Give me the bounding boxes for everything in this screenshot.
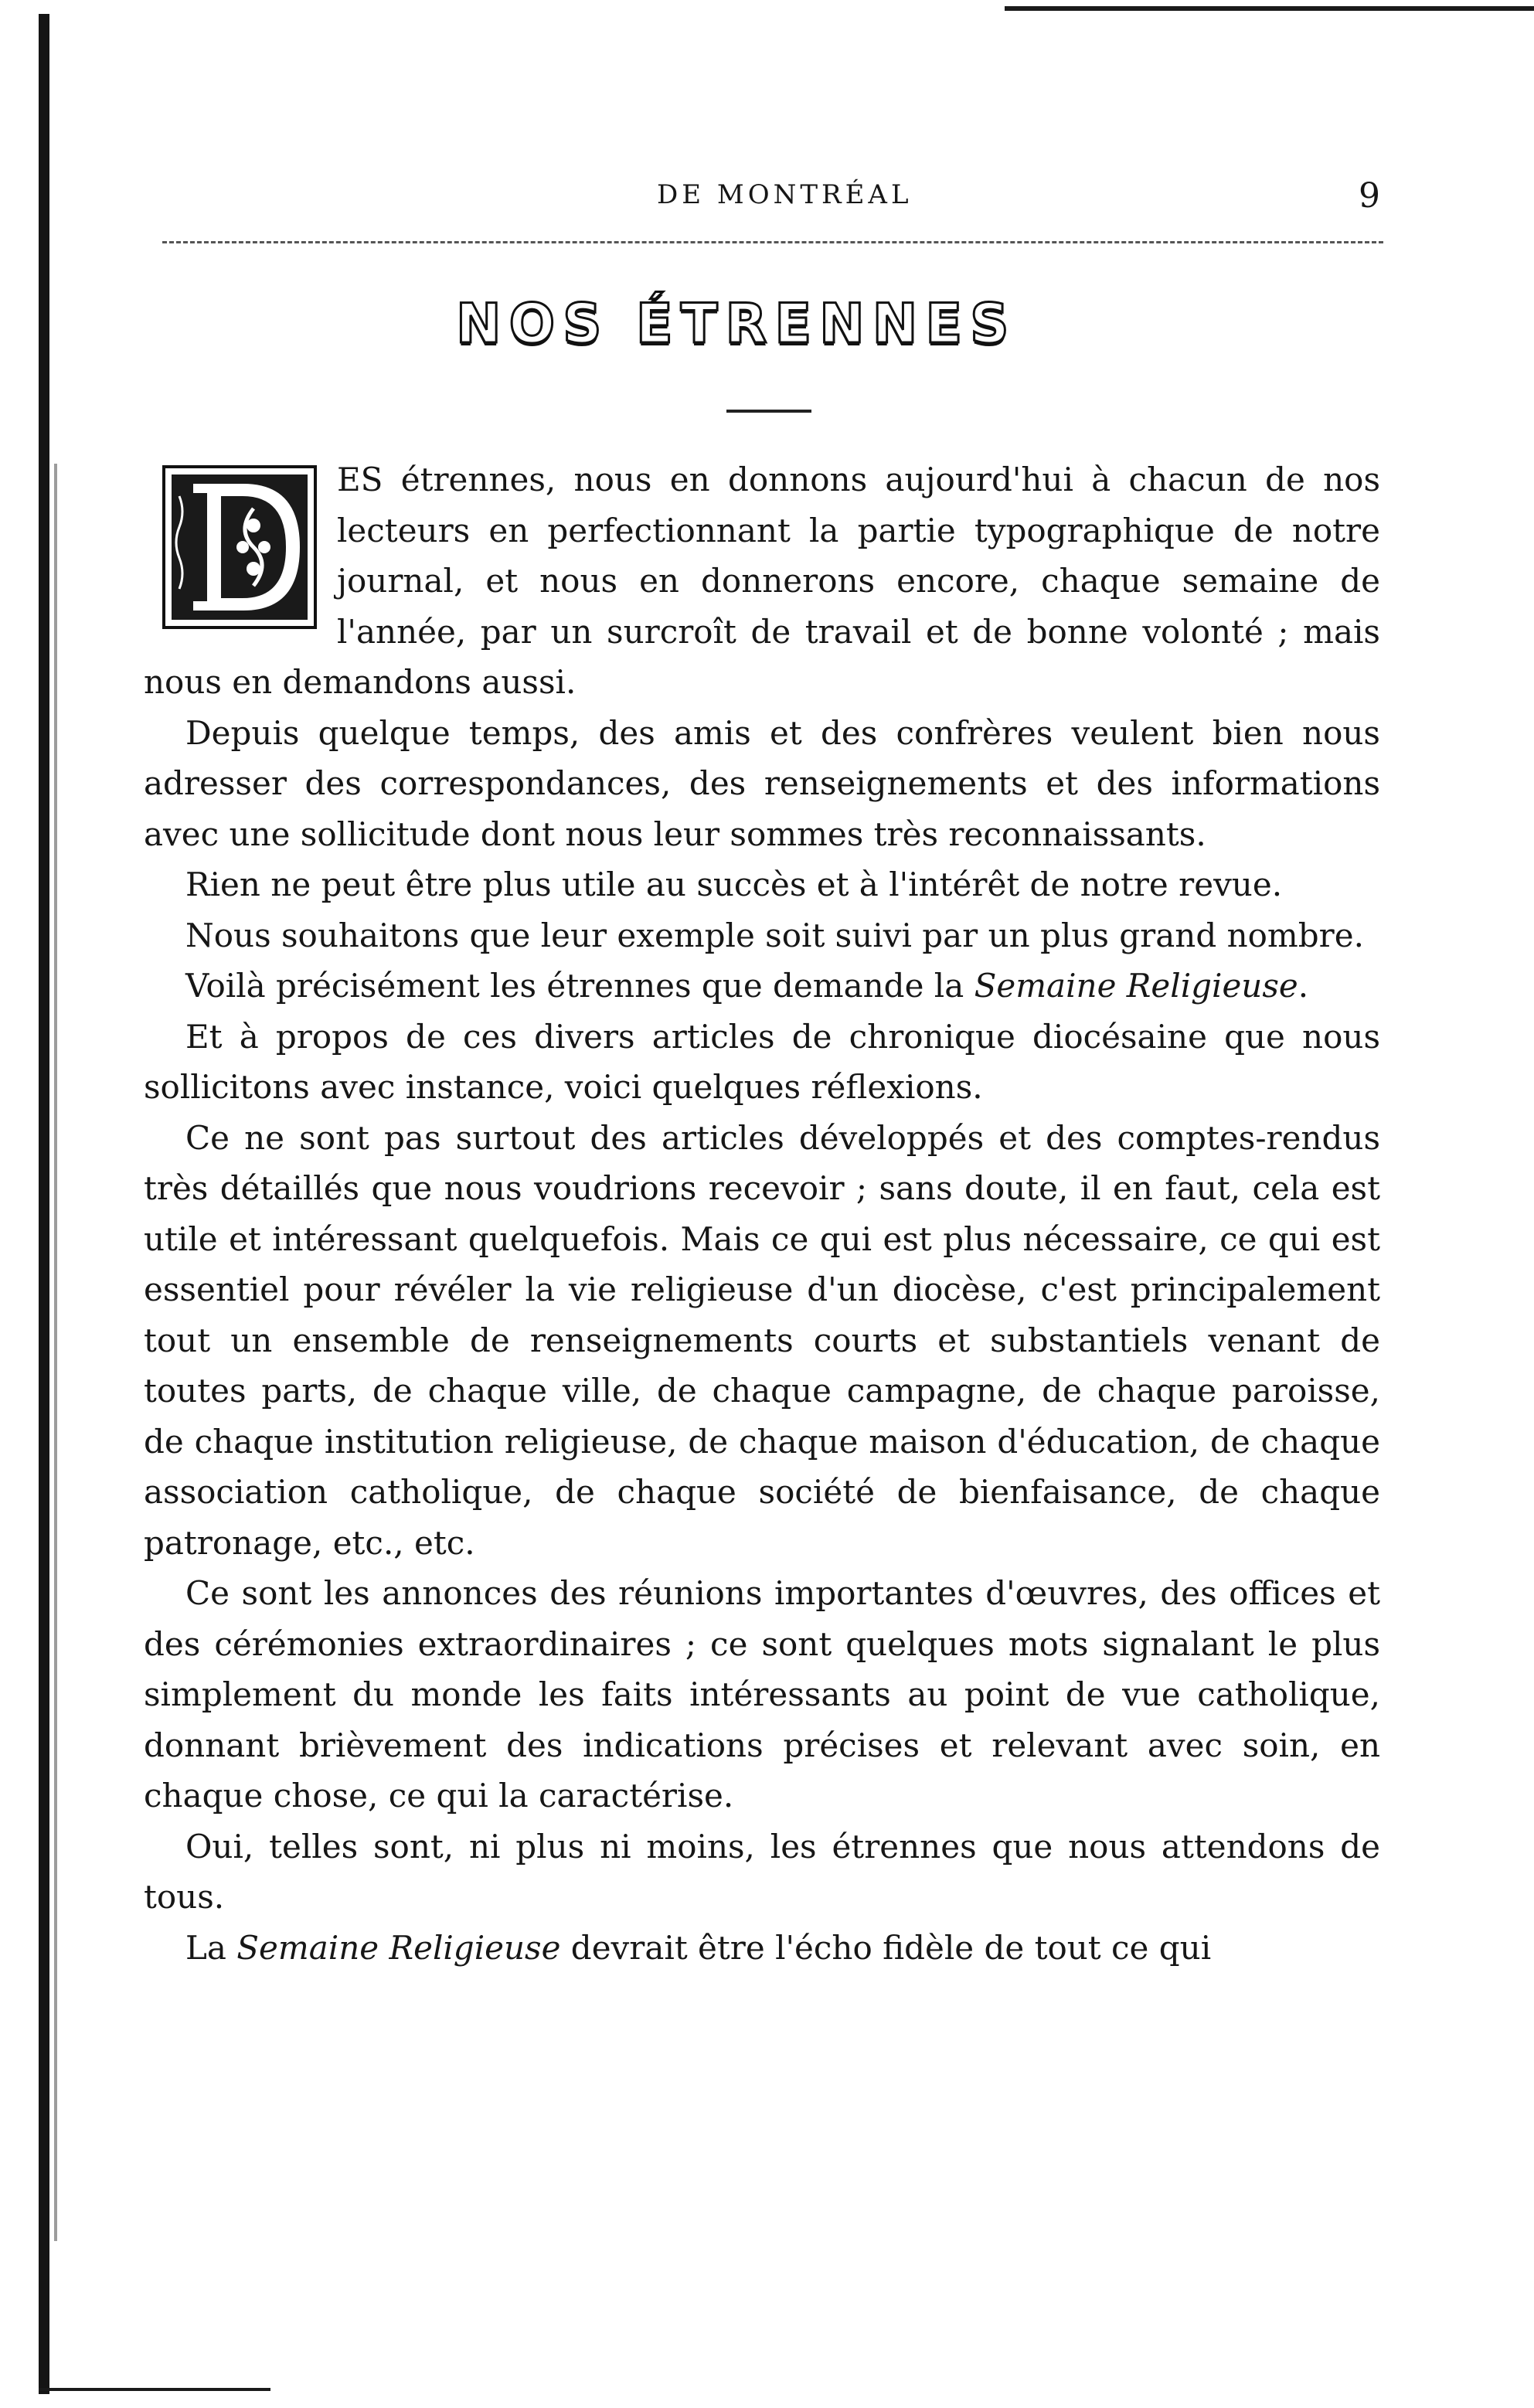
page-number: 9 — [1359, 176, 1380, 216]
drop-cap-ornament — [162, 465, 317, 629]
paragraph-5 — [144, 961, 1380, 1012]
paragraph-3: Rien ne peut être plus utile au succès et à l'intérêt de notre revue. — [185, 866, 1283, 903]
title-underline-rule — [726, 410, 811, 413]
paragraph-6: Et à propos de ces divers articles de chronique diocésaine que nous sollicitons avec instance, voici quelques réflexions. — [144, 1017, 1380, 1106]
paragraph-2: Depuis quelque temps, des amis et des confrères veulent bien nous adresser des correspondances, des renseignements et des informations avec une sollicitude dont nous leur sommes très reconnaissants. — [144, 713, 1380, 853]
paragraph-1: ES étrennes, nous en donnons aujourd'hui à chacun de nos lecteurs en perfectionnant la partie typographique de notre journal, et nous en donnerons encore, chaque semaine de l'année, par un surcroît de travail et de bonne volonté ; mais nous en demandons aussi. — [144, 461, 1380, 701]
paragraph-9: Oui, telles sont, ni plus ni moins, les étrennes que nous attendons de tous. — [144, 1827, 1380, 1916]
paragraph-4: Nous souhaitons que leur exemple soit suivi par un plus grand nombre. — [185, 916, 1364, 954]
paragraph-10-italic: Semaine Religieuse — [236, 1928, 561, 1967]
left-border-inner-rule — [54, 464, 57, 2241]
bottom-border-rule — [39, 2388, 270, 2391]
ornamental-d-icon — [162, 465, 317, 629]
left-border-rule — [39, 14, 49, 2394]
paragraph-7: Ce ne sont pas surtout des articles développés et des comptes-rendus très détaillés que nous voudrions recevoir ; sans doute, il en faut, cela est utile et intéressant quelquefois. Mais ce qui est plus nécessaire, ce qui est essentiel pour révéler la vie religieuse d'un diocèse, c'est principalement tout un ensemble de renseignements courts et substantiels venant de toutes parts, de chaque ville, de chaque campagne, de chaque paroisse, de chaque institution religieuse, de chaque maison d'éducation, de chaque association catholique, de chaque société de bienfaisance, de chaque patronage, etc., etc. — [144, 1118, 1380, 1562]
paragraph-10-text: La — [185, 1928, 237, 1967]
paragraph-5-text: Voilà précisément les étrennes que demande la — [185, 967, 974, 1005]
header-dashed-rule — [162, 241, 1383, 243]
paragraph-5-end: . — [1298, 967, 1309, 1005]
paragraph-10-end: devrait être l'écho fidèle de tout ce qui — [560, 1928, 1212, 1967]
article-body — [144, 454, 1380, 1973]
paragraph-10 — [144, 1923, 1380, 1974]
paragraph-5-italic: Semaine Religieuse — [974, 967, 1298, 1005]
paragraph-8: Ce sont les annonces des réunions importantes d'œuvres, des offices et des cérémonies extraordinaires ; ce sont quelques mots signalant le plus simplement du monde les faits intéressants au point de vue catholique, donnant brièvement des indications précises et relevant avec soin, en chaque chose, ce qui la caractérise. — [144, 1574, 1380, 1815]
article-title: NOS ÉTRENNES — [456, 292, 1017, 355]
running-head: DE MONTRÉAL — [657, 179, 913, 210]
top-border-rule — [1005, 6, 1534, 11]
